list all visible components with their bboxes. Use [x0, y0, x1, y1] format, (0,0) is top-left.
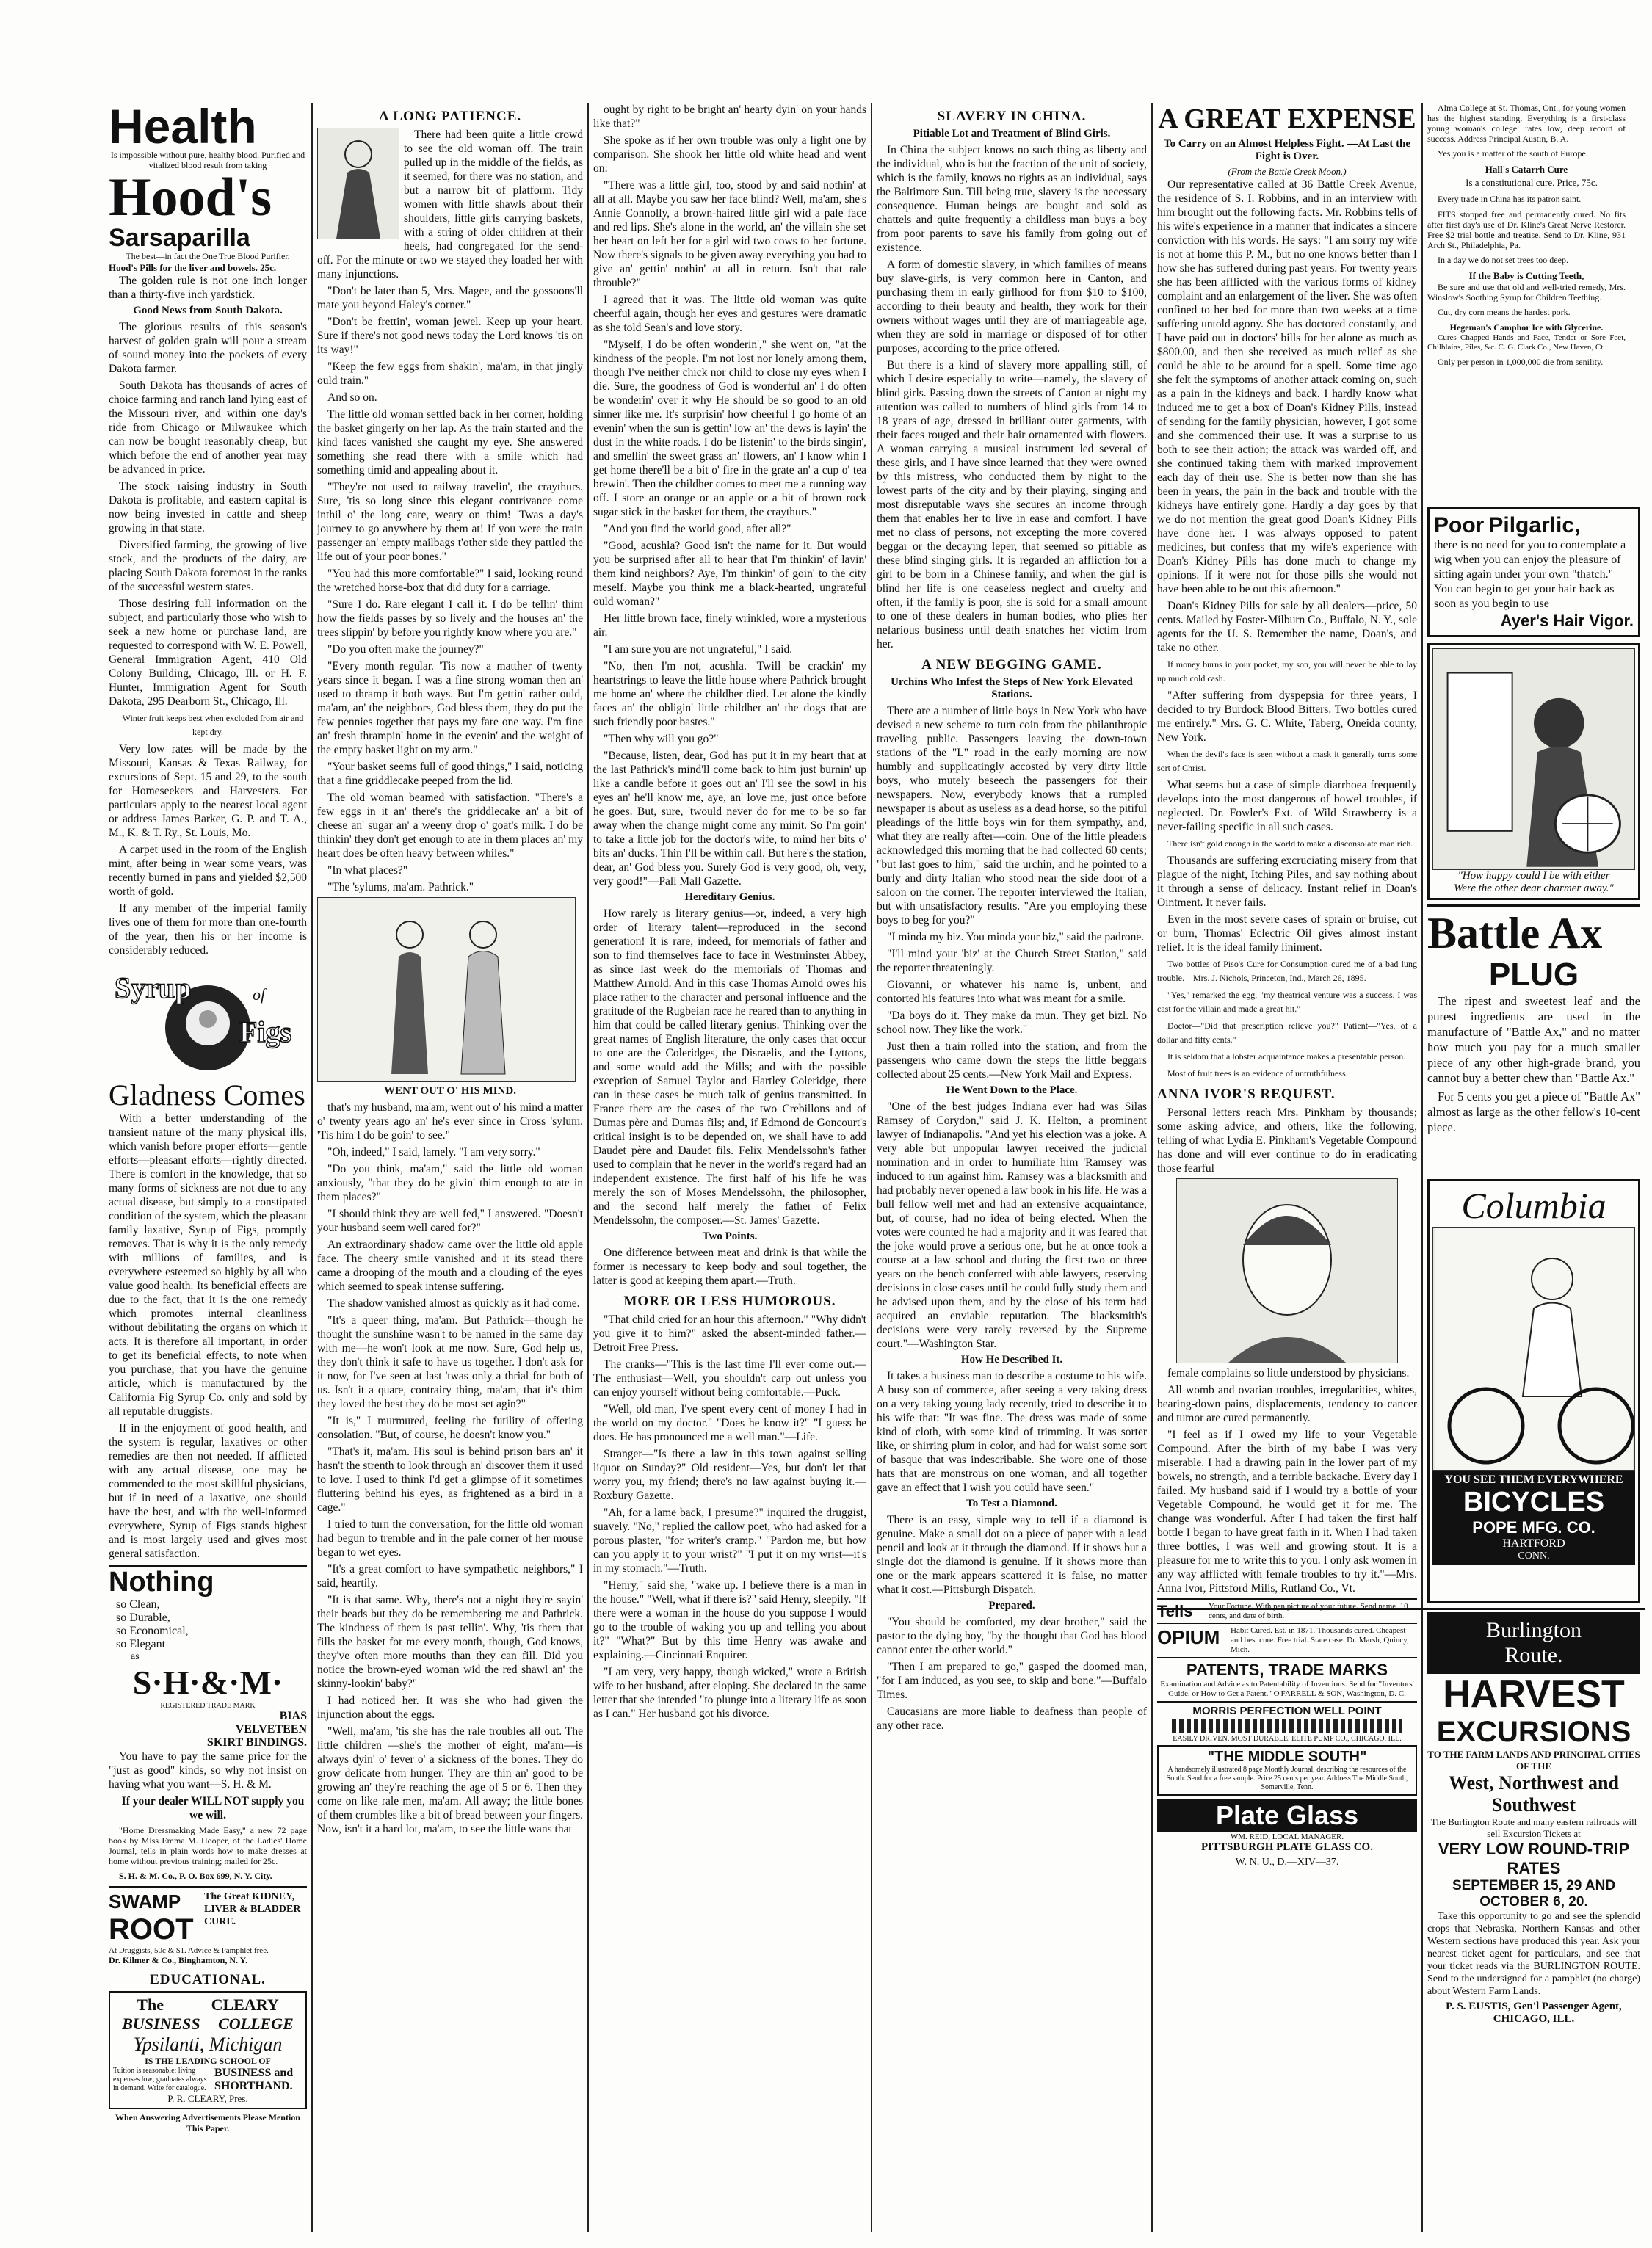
- tells-text: Your Fortune. With pen picture of your future. Send name, 10 cents, and date of birth.: [1209, 1602, 1408, 1620]
- paragraph: If any member of the imperial family lives one of them for more than one-fourth of the year, then his or her income is considerably reduced.: [109, 902, 307, 957]
- west-northwest: West, Northwest and Southwest: [1449, 1772, 1619, 1816]
- paragraph: Even in the most severe cases of sprain or bruise, cut or burn, Thomas' Eclectric Oil gives almost instant relief. It is the ideal family liniment.: [1157, 913, 1417, 954]
- tells-word: Tells: [1157, 1602, 1193, 1620]
- paragraph: What seems but a case of simple diarrhoea frequently develops into the most dangerous of bowel troubles, if neglected. Dr. Fowler's Ext. of Wild Strawberry is a never-failing specific in all such cases.: [1157, 779, 1417, 833]
- paragraph: "One of the best judges Indiana ever had was Silas Ramsey of Corydon," said J. K. Helton, a prominent lawyer of Indianapolis. "And yet his election was a joke. A very able but unpopular lawyer received the judicial nomination and in order to humiliate him 'Ramsey' was induced to run against him. Ramsey was a blacksmith and had probably never opened a law book in his life. He was a bull fellow well met and had an extensive acquaintance, but, of course, had no idea of being elected. When the votes were counted he had a majority and it was feared that the joke would prove a serious one, but he at once took a course at a law school and during the first two or three years on the bench conferred with able lawyers, reserving decisions in close cases until he could fully study them and he advised upon them, and by the close of his term had acquired an enviable reputation. The blacksmith's decisions were very rarely reversed by the Supreme court."—Washington Star.: [877, 1101, 1147, 1350]
- section-heading: Two Points.: [702, 1230, 758, 1242]
- opium-word: OPIUM: [1157, 1626, 1220, 1648]
- eustis-agent: P. S. EUSTIS, Gen'l Passenger Agent, CHICAGO, ILL.: [1446, 2001, 1622, 2025]
- paragraph: "That's it, ma'am. His soul is behind prison bars an' it hasn't the strenth to look through an' discover them it used to love. I used to think I'd get a glimpse of it sometimes fluttering behind his eyes, as frightened as a bird in a cage.": [317, 1446, 583, 1514]
- paragraph: There are a number of little boys in New York who have devised a new scheme to turn coin from the philanthropic traveling public. Passengers leaving the down-town stations of the "L" road in the early morning are now humbly and supplicatingly accosted by very dirty little boys, who mutely beseech the passengers for their newspapers. Now, everybody knows that a rumpled newspaper is about as useless as a dead horse, so the pitiful pleadings of the little boys win for them sympathy, and, what they are really after—coin. One of the little pleaders acknowledged this morning that he had collected 60 cents; "but last goes to him," said the urchin, and he pointed to a burly and dirty Italian who stood near the side door of a saloon on the corner. The reporter interviewed the Italian, but with unsatisfactory results. "Are you employing these boys to beg for you?": [877, 705, 1147, 927]
- hoods-ad: [109, 103, 307, 274]
- paragraph: "Da boys do it. They make da mun. They get bizl. No school now. They like the work.": [877, 1009, 1147, 1036]
- catarrh-heading: Hall's Catarrh Cure: [1485, 164, 1568, 175]
- paragraph: Cures Chapped Hands and Face, Tender or Sore Feet, Chilblains, Piles, &c. C. G. Clark Co., New Haven, Ct.: [1427, 333, 1626, 352]
- paragraph: If money burns in your pocket, my son, you will never be able to lay up much cold cash.: [1157, 659, 1417, 684]
- paragraph: "There was a little girl, too, stood by and said nothin' at all at all. Maybe you saw her face blind? Well, ma'am, she's Annie Connolly, a brown-haired little girl wid a pale face and red lips. She's alone in the world, an' the villain she set her heart on left her for a girl wid two cows to her fortune. Now there's signals to be given away everything you had to give an' gettin' nothin' at all in return. Isn't that rale throuble?": [593, 179, 866, 289]
- patents-heading: PATENTS, TRADE MARKS: [1186, 1661, 1388, 1679]
- paragraph: I tried to turn the conversation, for the little old woman had begun to tremble and in the pale corner of her mouse began to wet eyes.: [317, 1518, 583, 1559]
- paragraph: Stranger—"Is there a law in this town against selling liquor on Sunday?" Old resident—Yes, but don't let that worry you, my friend; there's no law against buying it.—Roxbury Gazette.: [593, 1448, 866, 1502]
- cleary-word: COLLEGE: [218, 2015, 294, 2033]
- paragraph: S. H. & M. Co., P. O. Box 699, N. Y. City.: [119, 1871, 272, 1881]
- mention-paper: When Answering Advertisements Please Mention This Paper.: [115, 2112, 300, 2133]
- section-heading: A NEW BEGGING GAME.: [921, 657, 1102, 672]
- paragraph: The old woman beamed with satisfaction. "There's a few eggs in it an' there's the griddlecake an' a bit of cheese an' sugar an' a weeny drop o' goat's milk. I do be thinkin' they don't get enough to ate in them places an' my heart does be often heavy between whiles.": [317, 791, 583, 860]
- ayers-hair-vigor-ad: [1427, 507, 1640, 637]
- wnu-code: W. N. U., D.—XIV—37.: [1235, 1857, 1339, 1868]
- dakota-heading: Good News from South Dakota.: [133, 305, 283, 316]
- paragraph: "I'll mind your 'biz' at the Church Street Station," said the reporter threateningly.: [877, 948, 1147, 974]
- bicycle-illustration: [1432, 1227, 1635, 1471]
- paragraph: "Yes," remarked the egg, "my theatrical venture was a success. I was cast for the villain and made a great hit.": [1157, 990, 1417, 1014]
- section-heading: Hereditary Genius.: [684, 891, 775, 903]
- paragraph: A form of domestic slavery, in which families of means buy slave-girls, is very common here in Canton, and purchasing them in early girlhood for from $10 to $100, according to their beauty and health, they work for their owners without wages until they are of marriageable age, when they are sold in marriage or disposed of for other purposes, according to the price offered.: [877, 258, 1147, 355]
- swamp-address: Dr. Kilmer & Co., Binghamton, N. Y.: [109, 1955, 248, 1965]
- paragraph: If your dealer WILL NOT supply you we will.: [121, 1795, 305, 1821]
- paragraph: "Good, acushla? Good isn't the name for it. But would you be surprised after all to hear that I'm thinkin' of lavin' them kind neighbors? Aye, I'm thinkin' of goin' to the city meself. Maybe you think me a black-hearted, ungrateful ould woman?": [593, 540, 866, 608]
- educational-heading: EDUCATIONAL.: [150, 1972, 266, 1987]
- old-woman-drawing: [318, 128, 399, 239]
- cleary-small: Tuition is reasonable; living expenses low; graduates always in demand. Write for catalogue.: [113, 2067, 207, 2092]
- paragraph: The stock raising industry in South Dakota is profitable, and eastern capital is now being invested in cattle and sheep growing in that state.: [109, 480, 307, 534]
- paragraph: How rarely is literary genius—or, indeed, a very high order of literary talent—reproduced in the second generation! It is rare, indeed, for memorials of father and son to find themselves face to face in Westminster Abbey, as since last week do the memorials of Thomas and Matthew Arnold. And in this case Thomas Arnold owes his place rather to the character and personal influence and the gratitude of the Rugbeian race he reared than to anything in him that could be called literary genius. Thinking over the great names of English literature, the only cases that occur to one are the Coleridges, the Disraelis, and the Lyttons, and some would add the Mills; and with the possible exception of Samuel Taylor and Hartley Coleridge, there can in these cases be much talk of genius transmitted. In France there are the cases of the two Crebillons and of Dumas père and Dumas fils; and, if Edmond de Goncourt's critical insight is to be depended on, we shall have to add Daudet père and Daudet fils. Felix Mendelssohn's father used to complain that he never in the world's regard had an independent existence. The first half of his life he was merely the son of Moses Mendelssohn, the philosopher, and the second half merely the father of Felix Mendelssohn, the composer.—St. James' Gazette.: [593, 907, 866, 1227]
- route-word: Route.: [1504, 1643, 1563, 1667]
- paragraph: "Well, old man, I've spent every cent of money I had in the world on my doctor." "Does he know it?" "I guess he does. He has pronounced me a well man."—Life.: [593, 1403, 866, 1443]
- shm-line: so Durable,: [116, 1611, 170, 1624]
- burlington-word: Burlington: [1485, 1618, 1582, 1642]
- paragraph: Doctor—"Did that prescription relieve you?" Patient—"Yes, of a dollar and fifty cents.": [1157, 1020, 1417, 1045]
- pope-mfg: POPE MFG. CO.: [1472, 1518, 1595, 1537]
- paragraph: Cut, dry corn means the hardest pork.: [1438, 307, 1571, 317]
- shm-line: so Clean,: [116, 1598, 160, 1611]
- paragraph: "Do you think, ma'am," said the little old woman anxiously, "that they do be givin' thim enough to ate in them places?": [317, 1163, 583, 1203]
- section-subtitle: Urchins Who Infest the Steps of New York Elevated Stations.: [891, 676, 1133, 700]
- camphor-heading: Hegeman's Camphor Ice with Glycerine.: [1449, 322, 1604, 333]
- harvest-word: HARVEST: [1443, 1673, 1625, 1716]
- paragraph: Very low rates will be made by the Missouri, Kansas & Texas Railway, for excursions of Sept. 15 and 29, to the south for Homeseekers and Harvesters. For particulars apply to the nearest local agent or address James Barker, G. P. and T. A., M., K. & T. Ry., St. Louis, Mo.: [109, 743, 307, 839]
- paragraph: Be sure and use that old and well-tried remedy, Mrs. Winslow's Soothing Syrup for Children Teething.: [1427, 282, 1626, 302]
- woman-on-bicycle-drawing: [1433, 1228, 1634, 1470]
- swamp-root-ad: [109, 1886, 307, 1946]
- how-happy-line: "How happy could I be with either: [1457, 870, 1610, 882]
- figs-word: Figs: [239, 1015, 292, 1048]
- paragraph: South Dakota has thousands of acres of choice farming and ranch land lying east of the Missouri river, and within one day's ride from Chicago or Milwaukee which can now be bought reasonably cheap, but which before the end of another year may be advanced in price.: [109, 380, 307, 476]
- shm-line: so Economical,: [116, 1625, 189, 1637]
- swamp-side: The Great KIDNEY, LIVER & BLADDER CURE.: [204, 1891, 301, 1927]
- section-heading: To Test a Diamond.: [966, 1498, 1057, 1509]
- hood-pills: Hood's Pills for the liver and bowels. 25c.: [109, 262, 277, 273]
- paragraph: The golden rule is not one inch longer than a thirty-five inch yardstick.: [109, 275, 307, 301]
- pilgarlic-word: Pilgarlic,: [1488, 513, 1581, 537]
- column-4: [877, 103, 1147, 2232]
- paragraph: "And you find the world good, after all?": [604, 523, 791, 535]
- plate-glass-heading: Plate Glass: [1215, 1800, 1359, 1830]
- shm-product: SKIRT BINDINGS.: [206, 1736, 307, 1749]
- paragraph: Two bottles of Piso's Cure for Consumption cured me of a bad lung trouble.—Mrs. J. Nichols, Princeton, Ind., March 26, 1895.: [1157, 959, 1417, 983]
- patents-text: Examination and Advice as to Patentability of Inventions. Send for "Inventors' Guide, or How to Get a Patent." O'FARRELL & SON, Washington, D. C.: [1160, 1680, 1414, 1698]
- story-subtitle: To Carry on an Almost Helpless Fight. —At Last the Fight is Over.: [1163, 138, 1411, 162]
- paragraph: "It's a queer thing, ma'am. But Pathrick—though he thought the sunshine wasn't to be named in the same day with me—he won't look at me now. Sure, God help us, they don't think it safe to have us together. I don't ask for it now, for I've seen at last 'twas only a thrial for both of us. Isn't it a quare, contrairy thing, ma'am, that it's thim they loved the best they do be most set agin?": [317, 1314, 583, 1410]
- root-word: ROOT: [109, 1913, 194, 1946]
- paragraph: In a day we do not set trees too deep.: [1438, 255, 1568, 265]
- asylum-illustration: [317, 897, 576, 1082]
- man-with-melon-drawing: [1433, 649, 1634, 869]
- paragraph: The cranks—"This is the last time I'll ever come out.—The enthusiast—Well, you shouldn't carp out unless you can enjoy yourself without being comfortable.—Puck.: [593, 1358, 866, 1399]
- paragraph: Those desiring full information on the subject, and particularly those who wish to seek a new home or purchase land, are requested to correspond with W. E. Powell, General Immigration Agent, 410 Old Colony Building, Chicago, Ill. or H. F. Hunter, Immigration Agent for South Dakota, 295 Dearborn St., Chicago, Ill.: [109, 598, 307, 708]
- registered-mark: REGISTERED TRADE MARK: [160, 1702, 256, 1710]
- section-heading: How He Described It.: [960, 1354, 1063, 1366]
- middle-south-heading: "THE MIDDLE SOUTH": [1207, 1749, 1367, 1765]
- paragraph: The shadow vanished almost as quickly as it had come.: [327, 1297, 580, 1310]
- battle-ax-plug-ad: [1427, 904, 1640, 1141]
- cleary-word: CLEARY: [211, 1995, 279, 2014]
- paragraph: Only per person in 1,000,000 die from senility.: [1438, 357, 1604, 367]
- morris-heading: MORRIS PERFECTION WELL POINT: [1192, 1705, 1382, 1717]
- pilgarlic-text: there is no need for you to contemplate a wig when you can enjoy the pleasure of sitting again under your own "thatch." You can begin to get your hair back as soon as you begin to use: [1434, 539, 1626, 610]
- paragraph: The glorious results of this season's harvest of golden grain will pour a stream of sound money into the pockets of every Dakota farmer.: [109, 321, 307, 375]
- poor-word: Poor: [1434, 513, 1485, 537]
- cleary-ad: [109, 1991, 307, 2109]
- you-see-them: YOU SEE THEM EVERYWHERE: [1444, 1473, 1623, 1486]
- paragraph: "Myself, I do be often wonderin'," she went on, "at the kindness of the people. I'm not lost nor lonely among them, though I've neither chick nor child to close my eyes when I die. Sure, the goodness of God is wonderful an' I do often be wonderin' over it why He should be so good to an old sinner like me. It's surprisin' how cheerful I go home of an evenin' when the sun is gettin' low an' the dews is layin' the dust in the white roads. I do be listenin' to the birds singin', and smellin' the sweet grass an' flowers, an' I know whin I get home there'll be a bit o' fire in the grate an' a cup o' tea brewin'. Then the childher comes to meet me a running way off. I store an orange or an apple or a bit of brown rock sugar stick in the basket for them, the craythurs.": [593, 338, 866, 518]
- excursion-dates: SEPTEMBER 15, 29 AND OCTOBER 6, 20.: [1452, 1878, 1616, 1910]
- paragraph: "Then I am prepared to go," gasped the doomed man, "for I am induced, as you see, to skip and bone."—Buffalo Times.: [877, 1661, 1147, 1701]
- paragraph: If in the enjoyment of good health, and the system is regular, laxatives or other remedies are then not needed. If afflicted with any actual disease, one may be commended to the most skillful physicians, but if in need of a laxative, one should have the best, and with the well-informed everywhere, Syrup of Figs stands highest and is most largely used and gives most general satisfaction.: [109, 1422, 307, 1560]
- burlington-logo: [1427, 1612, 1640, 1674]
- paragraph: "The 'sylums, ma'am. Pathrick.": [327, 881, 474, 893]
- story-subtitle: Pitiable Lot and Treatment of Blind Girls.: [913, 128, 1111, 139]
- source-note: (From the Battle Creek Moon.): [1228, 166, 1347, 177]
- paragraph: Thousands are suffering excruciating misery from that plague of the night, Itching Piles, and say nothing about it through a sense of delicacy. Instant relief in Doan's Ointment. It never fails.: [1157, 855, 1417, 909]
- column-3: [593, 103, 866, 2232]
- bicycles-word: BICYCLES: [1463, 1487, 1605, 1518]
- paragraph: "Don't be frettin', woman jewel. Keep up your heart. Sure if there's not good news today the Lord knows 'tis on its way!": [317, 316, 583, 356]
- shm-product: BIAS: [279, 1710, 307, 1722]
- low-rates: VERY LOW ROUND-TRIP RATES: [1438, 1840, 1630, 1877]
- syrup-word: Syrup: [115, 971, 192, 1004]
- paragraph: that's my husband, ma'am, went out o' his mind a matter o' twenty years ago an' he's ever since in Cross 'sylum. 'Tis him I do be goin' to see.": [317, 1101, 583, 1142]
- section-heading: ANNA IVOR'S REQUEST.: [1157, 1087, 1336, 1102]
- paragraph: "It's a great comfort to have sympathetic neighbors," I said, heartily.: [317, 1563, 583, 1589]
- hood-tagline: The best—in fact the One True Blood Purifier.: [126, 251, 290, 261]
- paragraph: Her little brown face, finely wrinkled, wore a mysterious air.: [593, 612, 866, 639]
- paragraph: "I am sure you are not ungrateful," I said.: [604, 643, 793, 656]
- paragraph: Diversified farming, the growing of live stock, and the products of the dairy, are placing South Dakota foremost in the ranks of the successful western states.: [109, 539, 307, 593]
- paragraph: It is seldom that a lobster acquaintance makes a presentable person.: [1167, 1051, 1406, 1062]
- paragraph: I had noticed her. It was she who had given the injunction about the eggs.: [317, 1694, 583, 1721]
- paragraph: An extraordinary shadow came over the little old apple face. The cheery smile vanished and it its stead there came a drooping of the mouth and a clouding of the eyes which seemed to speak intense suffering.: [317, 1239, 583, 1293]
- paragraph: "It is that same. Why, there's not a night they're sayin' their beads but they do be remembering me and Pathrick. The kindness of them is past tellin'. Why, 'tis them that fills the basket for me every month, though, God knows, they've often more mouths than they can fill. Did you notice the brown-eyed woman wid the red shawl an' the skinny-lookin' baby?": [317, 1594, 583, 1690]
- paragraph: One difference between meat and drink is that while the former is necessary to keep body and soul together, the latter is good at keeping them apart.—Truth.: [593, 1247, 866, 1287]
- paragraph: "You had this more comfortable?" I said, looking round the wretched horse-box that did duty for a carriage.: [317, 568, 583, 594]
- section-heading: He Went Down to the Place.: [946, 1084, 1078, 1096]
- story-title: SLAVERY IN CHINA.: [937, 109, 1087, 124]
- paragraph: Caucasians are more liable to deafness than people of any other race.: [877, 1705, 1147, 1732]
- hood-sarsaparilla: Sarsaparilla: [109, 224, 250, 252]
- illustration-caption: WENT OUT O' HIS MIND.: [384, 1085, 516, 1097]
- paragraph: "Don't be later than 5, Mrs. Magee, and the gossoons'll mate you beyond Haley's corner.": [317, 285, 583, 311]
- paragraph: "I feel as if I owed my life to your Vegetable Compound. After the birth of my babe I was very miserable. I had a drawing pain in the lower part of my bowels, no strength, and a terrible backache. Every day I failed. My husband said if I would try a bottle of your Vegetable Compound, he would get it for me. The change was wonderful. After I had taken the first half bottle I began to have great faith in it. When I had taken three bottles, I was well and growing stout. It is a pleasure for me to write this to you. I only ask women in any way afflicted with female troubles to try it."—Mrs. Anna Ivor, Pittsford Mills, Rutland Co., Vt.: [1157, 1429, 1417, 1595]
- business-shorthand: BUSINESS and SHORTHAND.: [214, 2067, 294, 2092]
- paragraph: "They're not used to railway travelin', the craythurs. Sure, 'tis so long since this elegant contrivance come inthil o' the long care, weary on thim! 'Twas a day's journey to go anywhere by them at! If you were the train passenger an' empty mailbags t'other side they pattled the life out of your poor bones.": [317, 481, 583, 563]
- paragraph: All womb and ovarian troubles, irregularities, whites, bearing-down pains, displacements, tendency to cancer and tumor are cured permanently.: [1157, 1384, 1417, 1424]
- swamp-sold: At Druggists, 50c & $1. Advice & Pamphlet free.: [109, 1946, 269, 1955]
- hood-text: Is impossible without pure, healthy blood. Purified and vitalized blood result from taking: [110, 150, 305, 170]
- ayers-brand: Ayer's Hair Vigor.: [1500, 612, 1634, 630]
- paragraph: "Oh, indeed," I said, lamely. "I am very sorry.": [327, 1146, 540, 1159]
- of-word: of: [253, 985, 266, 1004]
- pittsburgh-glass: PITTSBURGH PLATE GLASS CO.: [1201, 1841, 1373, 1853]
- column-2: [317, 103, 583, 2232]
- paragraph: "No, then I'm not, acushla. 'Twill be crackin' my heartstrings to leave the little house where Pathrick brought me home an' where the childher died. Let alone the kindly faces an' the obligin' little childher an' the dogs that are such friendly poor bastes.": [593, 660, 866, 728]
- ypsilanti: Ypsilanti, Michigan: [133, 2034, 283, 2055]
- paragraph: Is a constitutional cure. Price, 75c.: [1466, 177, 1598, 188]
- battle-ax-illustration: [1432, 648, 1635, 870]
- paragraph: "I should think they are well fed," I answered. "Doesn't your husband seem well cared for?": [317, 1208, 583, 1234]
- cleary-word: The: [137, 1995, 164, 2014]
- paragraph: "Every month regular. 'Tis now a matther of twenty years since it began. I was a fine strong woman then an' used to thramp it both ways. But I'm gettin' rather ould, ma'am, an' the neighbors, God bless them, they do put the few pennies together that pays my fare one way. I'm fine an' fresh thrampin' home in the evenin' and the weight of the empty basket light on my arm.": [317, 660, 583, 756]
- paragraph: "Your basket seems full of good things," I said, noticing that a fine griddlecake peeped from the lid.: [317, 761, 583, 787]
- paragraph: "After suffering from dyspepsia for three years, I decided to try Burdock Blood Bitters. Two bottles cured me entirely." Mrs. G. C. White, Taberg, Oneida county, New York.: [1157, 689, 1417, 744]
- gladness-heading: Gladness Comes: [109, 1078, 305, 1112]
- hood-health-title: Health: [109, 103, 257, 153]
- paragraph: A carpet used in the room of the English mint, after being in wear some years, was recently burned in pans and yielded $2,500 worth of gold.: [109, 844, 307, 898]
- syrup-of-figs-ad: [109, 963, 307, 1073]
- column-rule: [587, 103, 589, 2232]
- paragraph: For 5 cents you get a piece of "Battle Ax" almost as large as the other fellow's 10-cent piece.: [1427, 1089, 1640, 1134]
- paragraph: When the devil's face is seen without a mask it generally turns some sort of Christ.: [1157, 749, 1417, 773]
- conn: CONN.: [1518, 1551, 1550, 1562]
- paragraph: "Home Dressmaking Made Easy," a new 72 page book by Miss Emma M. Hooper, of the Ladies' Home Journal, tells in plain words how to make dresses at home without previous training; mailed for 25c.: [109, 1825, 307, 1866]
- hartford: HARTFORD: [1502, 1537, 1565, 1550]
- battle-ax-brand: Battle Ax: [1427, 909, 1603, 957]
- columbia-brand: Columbia: [1461, 1185, 1606, 1226]
- paragraph: "That child cried for an hour this afternoon." "Why didn't you give it to him?" asked the absent-minded father.—Detroit Free Press.: [593, 1313, 866, 1354]
- story-title: A GREAT EXPENSE: [1158, 104, 1416, 134]
- paragraph: There is an easy, simple way to tell if a diamond is genuine. Make a small dot on a piece of paper with a lead pencil and look at it through the diamond. If it shows but a single dot the diamond is genuine. If it shows more than one or the mark appears scattered it is false, no matter what it cost.—Pittsburgh Dispatch.: [877, 1514, 1147, 1596]
- burlington-text: The Burlington Route and many eastern railroads will sell Excursion Tickets at: [1430, 1816, 1637, 1839]
- column-rule: [1151, 103, 1153, 2232]
- paragraph: Giovanni, or whatever his name is, unbent, and contorted his features into what was meant for a smile.: [877, 979, 1147, 1005]
- column-rule: [871, 103, 872, 2232]
- excursions-word: EXCURSIONS: [1436, 1716, 1631, 1748]
- column-rule: [311, 103, 313, 2232]
- paragraph: And so on.: [327, 391, 377, 404]
- paragraph: She spoke as if her own trouble was only a light one by comparison. She shook her little old white head and went on:: [593, 134, 866, 175]
- paragraph: There isn't gold enough in the world to make a disconsolate man rich.: [1167, 838, 1413, 849]
- leading-school: IS THE LEADING SCHOOL OF: [145, 2056, 271, 2066]
- how-happy-line: Were the other dear charmer away.": [1454, 882, 1614, 894]
- to-farm-lands: TO THE FARM LANDS AND PRINCIPAL CITIES OF THE: [1427, 1749, 1640, 1772]
- hood-brand: Hood's: [109, 167, 272, 228]
- section-heading: MORE OR LESS HUMOROUS.: [623, 1294, 836, 1309]
- paragraph: The little old woman settled back in her corner, holding the basket gingerly on her lap. As the train started and the kind faces vanished she caught my eye. She answered something she read there with a smile which had something timid and appealing about it.: [317, 408, 583, 476]
- paragraph: "Because, listen, dear, God has put it in my heart that at the last Pathrick's mind'll come back to him just burnin' up like a candle before it goes out an' I'll see the sowl in his eyes an' he'll know me, aye, an' love me, just once before he goes. But, sure, 'twould never do for me to be so far away when the change might come any minit. So I'm goin' to take a little job for the doctor's wife, to mind her bits o' bits an' ducks. Thin I'll be within call. But here's the station, dear, an' God bless you. Surely God is very good, oh, very, very good!"—Pall Mall Gazette.: [593, 750, 866, 888]
- couple-drawing: [318, 898, 575, 1081]
- burlington-ad-body: [1427, 1612, 1640, 2222]
- paragraph: "I am very, very happy, though wicked," wrote a British wife to her husband, after eloping. She declared in the same letter that she intended "to plunge into a literary life as soon as I can." Her husband got his divorce.: [593, 1666, 866, 1720]
- paragraph: Doan's Kidney Pills for sale by all dealers—price, 50 cents. Mailed by Foster-Milburn Co., Buffalo, N. Y., sole agents for the U. S. Remember the name, Doan's, and take no other.: [1157, 600, 1417, 654]
- paragraph: You have to pay the same price for the "just as good" kinds, so why not insist on having what you want—S. H. & M.: [109, 1750, 307, 1791]
- story-title: A LONG PATIENCE.: [378, 109, 522, 124]
- paragraph: Most of fruit trees is an evidence of untruthfulness.: [1167, 1068, 1348, 1078]
- paragraph: Personal letters reach Mrs. Pinkham by thousands; some asking advice, and others, like the following, telling of what Lydia E. Pinkham's Vegetable Compound has done and will ever continue to do in eradicating those fearful: [1157, 1106, 1417, 1175]
- baby-heading: If the Baby is Cutting Teeth,: [1468, 270, 1584, 281]
- paragraph: Winter fruit keeps best when excluded from air and kept dry.: [122, 713, 304, 737]
- nothing-heading: Nothing: [109, 1567, 214, 1598]
- paragraph: Our representative called at 36 Battle Creek Avenue, the residence of S. I. Robbins, and in an interview with him brought out the following facts. Mr. Robbins tells of his wife's experience in a manner that indicates a sincere conviction with his words. He says: "I am sorry my wife is not at home this P. M., but no one knows better than I how she has suffered during past years. For twenty years she has been afflicted with the various forms of kidney complaint and an enlargement of the liver. She was often confined to her bed for more than two weeks at a time suffering untold agony. She has doctored constantly, and I have paid out in doctors' bills for her alone as much as $800.00, and then she received as much relief as she could be able to be around for a spell. Some time ago she felt the symptoms of another attack coming on, such as a pain in the kidneys and back. I hardly know what induced me to get a box of Doan's Kidney Pills, instead of sending for the family physician, however, I got some and she commenced their use. It was a surprise to us both to see their action; the attack was warded off, and she continued taking them with marked improvement each day of their use. She is better now than she has been in years, the pain in the back and trouble with the kidneys have entirely gone. Hardly a day goes by that we do not mention the great good Doan's Kidney Pills have done her. I was always opposed to patent medicines, but confess that my wife's experience with Doan's Kidney Pills has done much to change my opinions. If it were not for those pills she would not have been able to be out this afternoon.": [1157, 178, 1417, 595]
- paragraph: female complaints so little understood by physicians.: [1167, 1367, 1410, 1379]
- columbia-bicycles-ad: [1427, 1179, 1640, 1603]
- woman-illustration: [317, 128, 399, 239]
- paragraph: But there is a kind of slavery more appalling still, of which I desire especially to write—namely, the slavery of blind girls. Passing down the streets of Canton at night my attention was called to numbers of blind girls from 14 to 18 years of age, dressed in brilliant outer garments, with their faces rouged and their hair ornamented with flowers. A woman carrying a musical instrument led several of these girls, and I have since learned that they were owned by this mistress, who conducted them by night to the lowest parts of the city and by their playing, singing and most disreputable ways she secures an income through them that enables her to live in ease and comfort. I have met no class of persons, not excepting the more covered beggar or the decaying leper, that seemed so pitiable as these blind singing girls. It is regarded an affliction for a girl to be born in a Chinese family, and when the girl is blind her life is one ceaseless neglect and cruelty and often, if the family is poor, she is sold for a small amount to one of these dealers in human bodies, who plies her nefarious business until death snatches her victim from her.: [877, 359, 1147, 650]
- cleary-president: P. R. CLEARY, Pres.: [167, 2093, 248, 2104]
- paragraph: FITS stopped free and permanently cured. No fits after first day's use of Dr. Kline's Great Nerve Restorer. Free $2 trial bottle and treatise. Send to Dr. Kline, 931 Arch St., Philadelphia, Pa.: [1427, 209, 1626, 250]
- paragraph: "Then why will you go?": [604, 733, 719, 745]
- paragraph: Just then a train rolled into the station, and from the passengers who came down the steps the little beggars collected about 25 cents.—New York Mail and Express.: [877, 1040, 1147, 1081]
- paragraph: Take this opportunity to go and see the splendid crops that Nebraska, Northern Kansas and other Western sections have produced this year. Ask your nearest ticket agent for particulars, and see that your ticket reads via the BURLINGTON ROUTE. Send to the undersigned for a pamphlet (no charge) about Western Farm Lands.: [1427, 1911, 1640, 1997]
- cleary-word: BUSINESS: [122, 2015, 200, 2033]
- anna-ivor-portrait: [1176, 1178, 1398, 1363]
- plug-word: PLUG: [1488, 957, 1579, 993]
- paragraph: "I minda my biz. You minda your biz," said the padrone.: [887, 931, 1145, 943]
- paragraph: Every trade in China has its patron saint.: [1438, 194, 1582, 204]
- battle-ax-ad: [1427, 643, 1640, 900]
- paragraph: With a better understanding of the transient nature of the many physical ills, which vanish before proper efforts—gentle efforts—pleasant efforts—rightly directed. There is comfort in the knowledge, that so many forms of sickness are not due to any actual disease, but simply to a constipated condition of the system, which the pleasant family laxative, Syrup of Figs, promptly removes. That is why it is the only remedy with millions of families, and is everywhere esteemed so highly by all who value good health. Its beneficial effects are due to the fact, that it is the one remedy which promotes internal cleanliness without debilitating the organs on which it acts. It is therefore all important, in order to get its beneficial effects, to note when you purchase, that you have the genuine article, which is manufactured by the California Fig Syrup Co. only and sold by all reputable druggists.: [109, 1112, 307, 1418]
- paragraph: "In what places?": [327, 864, 408, 877]
- paragraph: "Well, ma'am, 'tis she has the rale troubles all out. The little children —she's the mother of eight, ma'am—is always dyin' o' fever o' a sickness of the bones. They do grow delicate from hunger. They are thin an' good to be growing an' they're reaching the age of 5 or 6. Then they come on like rale men, ma'am. All away; the little bones of them crumbles like a bit of bread between your fingers. Now, isn't it a hard lot, ma'am, to see the little wans that: [317, 1725, 583, 1835]
- paragraph: "It is," I murmured, feeling the futility of offering consolation. "But, of course, he doesn't know you.": [317, 1415, 583, 1441]
- shm-line: so Elegant: [116, 1638, 166, 1650]
- shm-ad: [109, 1565, 307, 1883]
- paragraph: "Keep the few eggs from shakin', ma'am, in that jingly ould train.": [317, 360, 583, 387]
- paragraph: "Ah, for a lame back, I presume?" inquired the druggist, suavely. "No," replied the callow poet, who had asked for a porous plaster, "for writer's cramp." "Pardon me, but how can you apply it to your wrist?" "I put it on my wrist—it's in my stomach."—Truth.: [593, 1506, 866, 1575]
- paragraph: ought by right to be bright an' hearty dyin' on your hands like that?": [593, 104, 866, 130]
- paragraph: "Do you often make the journey?": [327, 643, 484, 656]
- paragraph: In China the subject knows no such thing as liberty and the individual, who is but the fraction of the unit of society, which is the family, knows no rights as an individual, says the Baltimore Sun. Till being true, slavery is the necessary consequence. Human beings are bought and sold as chattels and quite frequently a childless man buys a boy from poor parents to save his family from going out of existence.: [877, 144, 1147, 254]
- paragraph: It takes a business man to describe a costume to his wife. A busy son of commerce, after seeing a very taking dress on a very taking young lady recently, tried to describe it to his wife that: "It was fine. The dress was made of some kind of cloth, with some kind of trimming. It was sorter like, or shirring plum in color, and had for waist some sort of basque that was indescribable. She wore one of those hats that are monstrous on one woman, and all together gave an effect that I wish you could have seen.": [877, 1370, 1147, 1494]
- paragraph: "Henry," said she, "wake up. I believe there is a man in the house." "Well, what if there is?" said Henry, sleepily. "If there were a woman in the house do you suppose I would go to the trouble of waking you up and telling you about it?" "What?" But by this time Henry was awake and explaining.—Cincinnati Enquirer.: [593, 1579, 866, 1661]
- plate-glass-text: WM. REID, LOCAL MANAGER.: [1230, 1832, 1344, 1841]
- woman-portrait-drawing: [1177, 1179, 1397, 1363]
- section-heading: Prepared.: [988, 1600, 1035, 1611]
- shm-logo: S·H·&·M·: [132, 1664, 283, 1701]
- paragraph: "Sure I do. Rare elegant I call it. I do be tellin' thim how the fields passes by so lively and the houses an' the trees slippin' by before you rightly know where you are.": [317, 598, 583, 639]
- paragraph: I agreed that it was. The little old woman was quite cheerful again, though her eyes and gestures were dramatic as she told Sean's and love story.: [593, 294, 866, 334]
- middle-south-text: A handsomely illustrated 8 page Monthly Journal, describing the resources of the South. Send for a free sample. Price 25 cents per year. Address The Middle South, Somerville, Tenn.: [1166, 1766, 1408, 1791]
- paragraph: "You should be comforted, my dear brother," said the pastor to the dying boy, "by the thought that God has blood cannot enter the other world.": [877, 1616, 1147, 1656]
- paragraph: There had been quite a little crowd to see the old woman off. The train pulled up in the middle of the fields, as it seemed, for there was no station, and but a narrow bit of platform. Tidy women with little shawls about their shoulders, little girls carrying baskets, with a string of older children at their heels, had congregated for the send-off. For the minute or two we stayed they loaded her with many injunctions.: [317, 128, 583, 280]
- paragraph: Yes you is a matter of the south of Europe.: [1438, 148, 1588, 159]
- column-1: [109, 103, 307, 2232]
- shm-product: VELVETEEN: [235, 1723, 307, 1736]
- paragraph: The ripest and sweetest leaf and the purest ingredients are used in the manufacture of "Battle Ax," and no matter how much you pay for a much smaller piece of any other high-grade brand, you cannot buy a better chew than "Battle Ax.": [1427, 994, 1640, 1085]
- morris-text: EASILY DRIVEN. MOST DURABLE. ELITE PUMP CO., CHICAGO, ILL.: [1173, 1735, 1402, 1743]
- opium-text: Habit Cured. Est. in 1871. Thousands cured. Cheapest and best cure. Free trial. State case. Dr. Marsh, Quincy, Mich.: [1231, 1626, 1409, 1654]
- paragraph: Alma College at St. Thomas, Ont., for young women has the highest standing. Everything is a first-class young woman's college: rates low, deep record of success. Address Principal Austin, B. A.: [1427, 103, 1626, 144]
- shm-line: as: [131, 1651, 140, 1662]
- swamp-word: SWAMP: [109, 1890, 181, 1912]
